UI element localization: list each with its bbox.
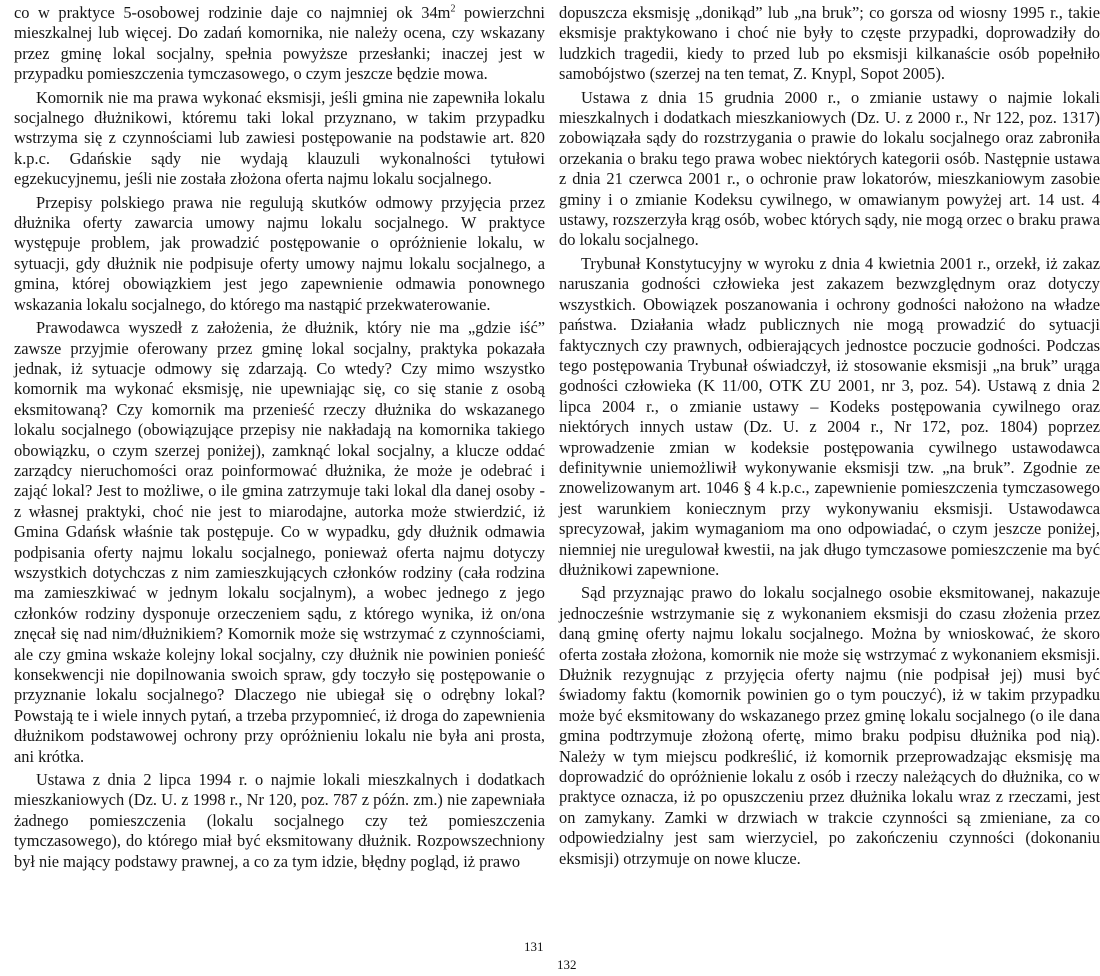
page-number-left: 131	[524, 939, 544, 954]
paragraph-text: co w praktyce 5-osobowej rodzinie daje co najmniej ok 34m	[14, 3, 451, 22]
left-page	[0, 0, 545, 976]
paragraph: Ustawa z dnia 15 grudnia 2000 r., o zmianie ustawy o najmie lokali mieszkalnych i dodatkach mieszkaniowych (Dz. U. z 2000 r., Nr 122, poz. 1317) zobowiązała sądy do rozstrzygania o prawie do lokalu socjalnego oraz zabroniła orzekania o braku tego prawa wobec niektórych kategorii osób. Następnie ustawa z dnia 21 czerwca 2001 r., o ochronie praw lokatorów, mieszkaniowym zasobie gminy i o zmianie Kodeksu cywilnego, w omawianym powyżej art. 14 ust. 4 ustawy, rozszerzyła krąg osób, wobec których sądy, nie mogą orzec o braku prawa do lokalu socjalnego.	[559, 87, 1100, 250]
paragraph-text: powierzchni mieszkalnej lub więcej. Do zadań komornika, nie należy ocena, czy wskazany przez gminę lokal socjalny, spełnia powyższe przesłanki; inaczej jest w przypadku pomieszczenia tymczasowego, o czym jeszcze będzie mowa.	[14, 3, 545, 84]
paragraph: Sąd przyznając prawo do lokalu socjalnego osobie eksmitowanej, nakazuje jednocześnie wstrzymanie się z wykonaniem eksmisji do czasu złożenia przez daną gminę oferty najmu lokalu socjalnego. Można by wnioskować, że skoro oferta została złożona, komornik nie może się wstrzymać z wykonaniem eksmisji. Dłużnik rezygnując z przyjęcia oferty najmu (nie podpisał jej) musi być świadomy faktu (komornik powinien go o tym pouczyć), iż w takim przypadku może być eksmitowany do wskazanego przez gminę lokalu socjalnego (o ile dana gmina podtrzymuje złożoną ofertę, mimo braku podpisu dłużnika pod nią). Należy w tym miejscu podkreślić, iż komornik przeprowadzając eksmisję ma doprowadzić do opróżnienie lokalu z osób i rzeczy należących do dłużnika, co w praktyce oznacza, iż po opuszczeniu przez dłużnika lokalu wraz z rzeczami, jest on zamykany. Zamki w drzwiach w trakcie czynności są zmieniane, za co odpowiedzialny jest sam wierzyciel, po zakończeniu czynności (dokonaniu eksmisji) otrzymuje on nowe klucze.	[559, 583, 1100, 868]
paragraph: Ustawa z dnia 2 lipca 1994 r. o najmie lokali mieszkalnych i dodatkach mieszkaniowych (Dz. U. z 1998 r., Nr 120, poz. 787 z późn. zm.) nie zapewniała żadnego pomieszczenia (lokalu socjalnego czy też pomieszczenia tymczasowego), do którego miał być eksmitowany dłużnik. Rozpowszechniony był nie mający podstawy prawnej, a co za tym idzie, błędny pogląd, iż prawo	[14, 770, 545, 871]
right-text-column	[559, 3, 1100, 869]
paragraph: Komornik nie ma prawa wykonać eksmisji, jeśli gmina nie zapewniła lokalu socjalnego dłużnikowi, któremu taki lokal przyznano, w takim przypadku wstrzyma się z czynnościami lub zawiesi postępowanie na podstawie art. 820 k.p.c. Gdańskie sądy nie wydają klauzuli wykonalności tytułowi egzekucyjnemu, jeśli nie została złożona oferta najmu lokalu socjalnego.	[14, 87, 545, 189]
left-text-column	[14, 3, 545, 872]
page-number-right: 132	[557, 957, 577, 972]
paragraph: Przepisy polskiego prawa nie regulują skutków odmowy przyjęcia przez dłużnika oferty zawarcia umowy najmu lokalu socjalnego. W praktyce występuje problem, jak prowadzić postępowanie o opróżnienie lokalu, w sytuacji, gdy dłużnik nie podpisuje oferty umowy najmu lokalu socjalnego, a gmina, której obowiązkiem jest jego zapewnienie odmawia ponownego wskazania lokalu socjalnego, do którego ma nastąpić przekwaterowanie.	[14, 192, 545, 314]
superscript: 2	[450, 3, 456, 15]
right-page	[553, 0, 1100, 976]
paragraph	[14, 3, 545, 85]
paragraph: dopuszcza eksmisję „donikąd” lub „na bruk”; co gorsza od wiosny 1995 r., takie eksmisje praktykowano i choć nie były to częste przypadki, doprowadziły do ludzkich tragedii, kiedy to przed lub po eksmisji kilkanaście osób popełniło samobójstwo (szerzej na ten temat, Z. Knypl, Sopot 2005).	[559, 3, 1100, 84]
paragraph: Prawodawca wyszedł z założenia, że dłużnik, który nie ma „gdzie iść” zawsze przyjmie oferowany przez gminę lokal socjalny, praktyka pokazała jednak, iż sytuacje odmowy się zdarzają. Co wtedy? Czy mimo wszystko komornik ma wykonać eksmisję, nie upewniając się, co się stanie z osobą eksmitowaną? Czy komornik ma przenieść rzeczy dłużnika do wskazanego lokalu socjalnego (obowiązujące przepisy nie nakładają na komornika takiego obowiązku, o czym szerzej poniżej), zamknąć lokal socjalny, a klucze oddać zarządcy nieruchomości oraz poinformować dłużnika, że może je odebrać i zająć lokal? Jest to możliwe, o ile gmina zatrzymuje taki lokal dla danej osoby - z własnej praktyki, choć nie jest to miarodajne, autorka może stwierdzić, iż Gmina Gdańsk właśnie tak postępuje. Co w wypadku, gdy dłużnik odmawia podpisania oferty najmu lokalu socjalnego, ponieważ oferta najmu dotyczy wszystkich dotychczas z nim zamieszkujących członków rodziny (cała rodzina ma zamieszkiwać w jednym lokalu socjalnym), a wobec jednego z jego członków rodziny dysponuje orzeczeniem sądu, z którego wynika, iż on/ona znęcał się nad nim/dłużnikiem? Komornik może się wstrzymać z czynnościami, ale czy gmina wskaże kolejny lokal socjalny, czy dłużnik nie powinien ponieść konsekwencji nie dopilnowania swoich spraw, gdy toczyło się postępowanie o przyznanie lokalu socjalnego? Dlaczego nie ubiegał się o odrębny lokal? Powstają te i wiele innych pytań, a trzeba przypomnieć, iż droga do zapewnienia dłużnikom podstawowej ochrony przy opróżnieniu lokalu nie była ani prosta, ani krótka.	[14, 318, 545, 766]
paragraph: Trybunał Konstytucyjny w wyroku z dnia 4 kwietnia 2001 r., orzekł, iż zakaz naruszania godności człowieka jest zakazem bezwzględnym oraz dotyczy wszystkich. Obowiązek poszanowania i ochrony godności nałożono na władze państwa. Działania władz publicznych nie mogą prowadzić do sytuacji faktycznych czy prawnych, odbierających jednostce poczucie godności. Podczas tego postępowania Trybunał oświadczył, iż stosowanie eksmisji „na bruk” urąga godności człowieka (K 11/00, OTK ZU 2001, nr 3, poz. 54). Ustawą z dnia 2 lipca 2004 r., o zmianie ustawy – Kodeks postępowania cywilnego oraz niektórych innych ustaw (Dz. U. z 2004 r., Nr 172, poz. 1804) poprzez wprowadzenie zmian w kodeksie postępowania cywilnego ustawodawca definitywnie uniemożliwił wykonywanie eksmisji tzw. „na bruk”. Zgodnie ze znowelizowanym art. 1046 § 4 k.p.c., zapewnienie pomieszczenia tymczasowego jest warunkiem koniecznym przy wykonywaniu eksmisji. Ustawodawca sprecyzował, jakim wymaganiom ma ono odpowiadać, o czym jeszcze poniżej, niemniej nie uregulował kwestii, na jak długo tymczasowe pomieszczenie ma być dłużnikowi zapewnione.	[559, 253, 1100, 579]
